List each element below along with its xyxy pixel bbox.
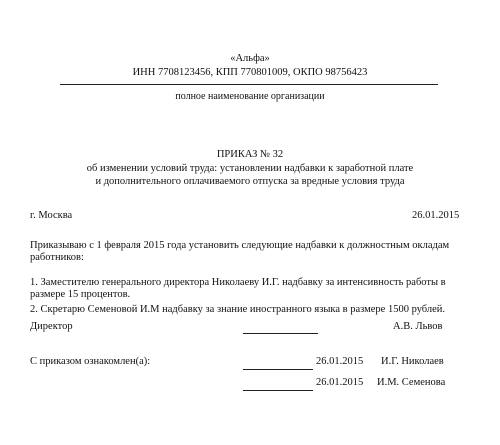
company-codes: ИНН 7708123456, КПП 770801009, ОКПО 98756423 [132, 67, 368, 78]
acknowledgement-name: И.Г. Николаев [381, 356, 444, 367]
order-subject-line-2: и дополнительного оплачиваемого отпуска за вредные условия труда [95, 176, 405, 187]
org-name-underline [60, 84, 438, 85]
signature-line [243, 333, 318, 334]
order-item-2: 2. Скретарю Семеновой И.М надбавку за знание иностранного языка в размере 1500 рублей. [30, 304, 446, 315]
acknowledgement-date: 26.01.2015 [316, 377, 364, 388]
acknowledgement-signature-line [243, 369, 313, 370]
company-name: «Альфа» [230, 53, 270, 64]
signature-position: Директор [30, 321, 73, 332]
acknowledgement-label: С приказом ознакомлен(а): [30, 356, 151, 367]
order-title: ПРИКАЗ № 32 [216, 149, 284, 160]
order-item-1: 1. Заместителю генерального директора Николаеву И.Г. надбавку за интенсивность работы в размере 15 процентов. [30, 277, 446, 300]
order-intro: Приказываю с 1 февраля 2015 года установить следующие надбавки к должностным окладам работников: [30, 240, 450, 263]
acknowledgement-signature-line [243, 390, 313, 391]
acknowledgement-name: И.М. Семенова [377, 377, 446, 388]
order-date: 26.01.2015 [412, 210, 460, 221]
order-city: г. Москва [30, 210, 73, 221]
acknowledgement-date: 26.01.2015 [316, 356, 364, 367]
order-subject-line-1: об изменении условий труда: установлении надбавки к заработной плате [86, 163, 414, 174]
signature-name: А.В. Львов [393, 321, 443, 332]
org-name-caption: полное наименование организации [175, 91, 325, 102]
